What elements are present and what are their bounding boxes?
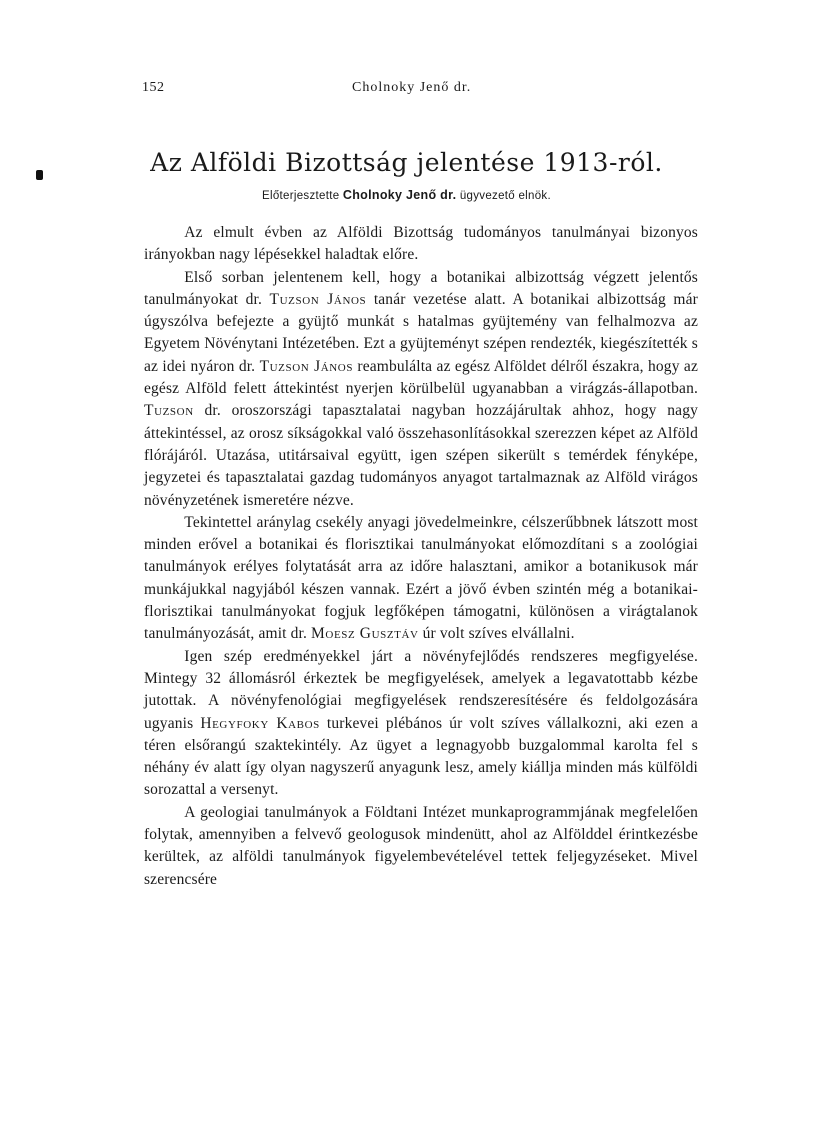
paragraph-3-part-a: Tekintettel aránylag csekély anyagi jövedelmeinkre, célszerűbbnek látszott most minden erővel a botanikai és florisztikai tanulmányokat előmozdítani s a zoológiai tanulmányok erélyes folytatását arra az időre halasztani, amikor a botanikusok már munkájukkal nagyjából készen vannak. Ezért a jövő évben szintén még a botanikai-florisztikai tanulmányokat fogjuk legfőképen támogatni, különösen a virágtalanok tanulmányozását, amit dr. xyxy=(144,513,698,643)
paragraph-3-part-b: úr volt szíves elvállalni. xyxy=(422,625,575,643)
paragraph-3 xyxy=(144,512,698,646)
person-name: Tuzson János xyxy=(259,357,354,375)
paragraph-2-part-c: reambulálta az egész Alföldet délről északra, hogy az egész Alföld felett áttekintést nyerjen körülbelül ugyanabban a virágzás-állapotban. xyxy=(144,357,698,398)
article-title: Az Alföldi Bizottság jelentése 1913-ról. xyxy=(150,148,663,177)
paragraph-1: Az elmult évben az Alföldi Bizottság tudományos tanulmányai bizonyos irányokban nagy lépésekkel haladtak előre. xyxy=(144,224,698,264)
paragraph-4-part-a: Igen szép eredményekkel járt a növényfejlődés rendszeres megfigyelése. Mintegy 32 állomásról érkeztek be megfigyelések, amelyek a legavatottabb kézbe jutottak. A növényfenológiai megfigyelések rendszeresítésére és feldolgozására ugyanis xyxy=(144,647,698,732)
article-subtitle xyxy=(0,188,813,202)
running-head: Cholnoky Jenő dr. xyxy=(352,80,472,95)
paragraph-4-part-b: turkevei plébános úr volt szíves vállalkozni, aki ezen a téren elsőrangú szaktekintély. Az ügyet a legnagyobb buzgalommal karolta fel s néhány év alatt így olyan nagyszerű anyagunk lesz, amely kiállja minden más külföldi sorozattal a versenyt. xyxy=(144,714,699,799)
paragraph-5: A geologiai tanulmányok a Földtani Intézet munkaprogrammjának megfelelően folytak, amennyiben a felvevő geologusok mindenütt, ahol az Alfölddel érintkezésbe kerültek, az alföldi tanulmányok figyelembevételével tettek feljegyzéseket. Mivel szerencsére xyxy=(144,803,698,888)
paragraph-2-part-a: Első sorban jelentenem kell, hogy a botanikai albizottság végzett jelentős tanulmányokat dr. xyxy=(144,268,698,308)
article-body xyxy=(144,222,698,891)
page-number: 152 xyxy=(142,80,165,95)
paragraph-2-part-b: tanár vezetése alatt. A botanikai albizottság már úgyszólva befejezte a gyüjtő munkát s hatalmas gyüjtemény van felhalmozva az Egyetem Növénytani Intézetében. Ezt a gyüjteményt szépen rendezték, kiegészítették s az idei nyáron dr. xyxy=(144,290,698,375)
subtitle-author: Cholnoky Jenő dr. xyxy=(342,188,457,202)
person-name: Tuzson xyxy=(144,402,194,420)
subtitle-prefix: Előterjesztette xyxy=(262,190,340,202)
person-name: Hegyfoky Kabos xyxy=(200,714,320,732)
paragraph-4 xyxy=(144,646,698,802)
person-name: Moesz Gusztáv xyxy=(311,625,419,643)
paragraph-2-part-d: dr. oroszországi tapasztalatai nagyban hozzájárultak ahhoz, hogy nagy áttekintéssel, az orosz síkságokkal való összehasonlításokkal szerezzen képet az Alföld flórájáról. Utazása, utitársaival együtt, igen szépen sikerült s temérdek fényképe, jegyzetei és tapasztalatai gazdag tudományos anyagot tartalmaznak az Alföld virágos növényzetének ismeretére nézve. xyxy=(144,402,698,509)
paragraph-2 xyxy=(144,267,698,512)
subtitle-suffix: ügyvezető elnök. xyxy=(459,190,551,202)
person-name: Tuzson János xyxy=(269,290,367,308)
